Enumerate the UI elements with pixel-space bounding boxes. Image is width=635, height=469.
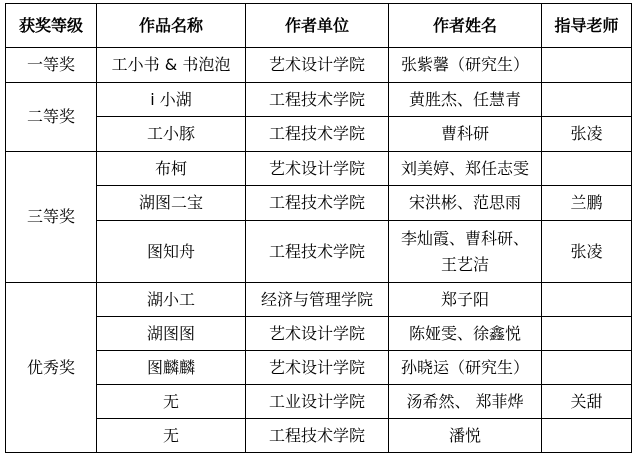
table-row [6, 317, 632, 351]
header-row [6, 4, 632, 48]
advisor-cell: 兰鹏 [542, 186, 632, 221]
header-unit: 作者单位 [246, 4, 389, 48]
unit-cell: 艺术设计学院 [246, 351, 389, 385]
header-work: 作品名称 [97, 4, 246, 48]
work-cell: 无 [97, 419, 246, 453]
advisor-cell: 关甜 [542, 385, 632, 419]
unit-cell: 工程技术学院 [246, 419, 389, 453]
table-row [6, 283, 632, 317]
work-cell: 湖小工 [97, 283, 246, 317]
work-cell: 湖图二宝 [97, 186, 246, 221]
table-row [6, 83, 632, 117]
author-cell: 孙晓运（研究生） [389, 351, 542, 385]
unit-cell: 艺术设计学院 [246, 152, 389, 186]
work-cell: 图麟麟 [97, 351, 246, 385]
author-cell: 潘悦 [389, 419, 542, 453]
work-cell: i 小湖 [97, 83, 246, 117]
unit-cell: 艺术设计学院 [246, 48, 389, 83]
table-row [6, 221, 632, 283]
advisor-cell [542, 419, 632, 453]
unit-cell: 工程技术学院 [246, 83, 389, 117]
advisor-cell [542, 317, 632, 351]
table-row [6, 186, 632, 221]
header-author: 作者姓名 [389, 4, 542, 48]
table-row [6, 419, 632, 453]
advisor-cell [542, 152, 632, 186]
author-cell: 陈娅雯、徐鑫悦 [389, 317, 542, 351]
advisor-cell: 张凌 [542, 117, 632, 152]
unit-cell: 工业设计学院 [246, 385, 389, 419]
table-row [6, 385, 632, 419]
table-row [6, 152, 632, 186]
author-cell: 郑子阳 [389, 283, 542, 317]
awards-table [5, 3, 632, 453]
author-text: 李灿霞、曹科研、王艺洁 [400, 228, 529, 274]
level-excellent: 优秀奖 [6, 283, 97, 453]
work-cell: 布柯 [97, 152, 246, 186]
level-third: 三等奖 [6, 152, 97, 283]
author-cell: 宋洪彬、范思雨 [389, 186, 542, 221]
advisor-cell [542, 83, 632, 117]
table-row [6, 351, 632, 385]
work-cell: 工小书 & 书泡泡 [97, 48, 246, 83]
advisor-cell [542, 48, 632, 83]
advisor-cell [542, 351, 632, 385]
advisor-cell [542, 283, 632, 317]
level-second: 二等奖 [6, 83, 97, 152]
level-first: 一等奖 [6, 48, 97, 83]
work-cell: 湖图图 [97, 317, 246, 351]
unit-cell: 工程技术学院 [246, 221, 389, 283]
header-level: 获奖等级 [6, 4, 97, 48]
table-row [6, 48, 632, 83]
advisor-cell: 张凌 [542, 221, 632, 283]
work-cell: 工小豚 [97, 117, 246, 152]
author-cell: 刘美婷、郑任志雯 [389, 152, 542, 186]
unit-cell: 经济与管理学院 [246, 283, 389, 317]
header-advisor: 指导老师 [542, 4, 632, 48]
author-cell: 黄胜杰、任慧青 [389, 83, 542, 117]
author-cell: 汤希然、 郑菲烨 [389, 385, 542, 419]
work-cell: 无 [97, 385, 246, 419]
unit-cell: 工程技术学院 [246, 186, 389, 221]
work-cell: 图知舟 [97, 221, 246, 283]
unit-cell: 工程技术学院 [246, 117, 389, 152]
author-cell: 曹科研 [389, 117, 542, 152]
author-cell: 张紫馨（研究生） [389, 48, 542, 83]
unit-cell: 艺术设计学院 [246, 317, 389, 351]
author-cell [389, 221, 542, 283]
table-row [6, 117, 632, 152]
